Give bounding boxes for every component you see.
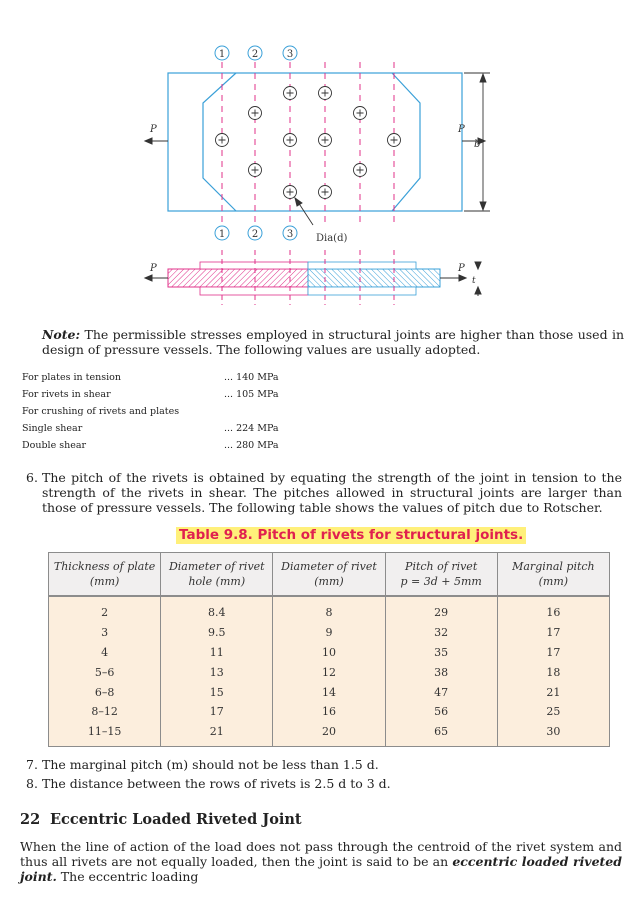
table-cell: 47 (385, 682, 497, 702)
table-cell: 25 (497, 702, 609, 722)
table-row (49, 722, 610, 746)
table-cell: 5–6 (49, 662, 161, 682)
header-line: Diameter of rivet (281, 560, 377, 573)
table-row (49, 596, 610, 623)
riveted-joint-figure (140, 40, 500, 320)
header-line: Diameter of rivet (168, 560, 265, 573)
table-cell: 9 (273, 623, 385, 643)
rivet-crosses (219, 90, 398, 196)
column-header (161, 553, 273, 597)
row-label-2-top: 2 (251, 49, 259, 60)
stress-label: For plates in tension (22, 372, 121, 383)
section-title: Eccentric Loaded Riveted Joint (50, 811, 302, 828)
table-cell: 10 (273, 643, 385, 663)
table-cell: 17 (497, 643, 609, 663)
list-number: 6. (26, 470, 38, 485)
header-line: Pitch of rivet (405, 560, 478, 573)
table-cell: 11–15 (49, 722, 161, 746)
table-cell: 12 (273, 662, 385, 682)
table-cell: 15 (161, 682, 273, 702)
table-cell: 30 (497, 722, 609, 746)
section-load-label-left: P (150, 263, 157, 274)
stress-label: Single shear (22, 423, 83, 434)
table-cell: 8–12 (49, 702, 161, 722)
table-cell: 8 (273, 596, 385, 623)
column-header (49, 553, 161, 597)
row-label-1-top: 1 (218, 49, 226, 60)
table-cell: 16 (273, 702, 385, 722)
plate-outline (168, 73, 462, 211)
row-label-3-top: 3 (286, 49, 294, 60)
rivet-pitch-table (48, 552, 610, 747)
column-header (273, 553, 385, 597)
table-cell: 9.5 (161, 623, 273, 643)
header-line: p = 3d + 5mm (400, 575, 482, 588)
table-cell: 29 (385, 596, 497, 623)
table-row (49, 662, 610, 682)
note-text: The permissible stresses employed in structural joints are higher than those used in design of pressure vessels. The following values are usually adopted. (42, 327, 624, 357)
table-cell: 11 (161, 643, 273, 663)
load-label-right: P (458, 124, 465, 135)
para-emphasis: eccentric loaded riveted joint. (20, 854, 622, 884)
thickness-label: t (472, 276, 476, 286)
table-cell: 17 (161, 702, 273, 722)
header-line: (mm) (538, 575, 569, 588)
list-number: 7. (26, 757, 38, 772)
load-label-left: P (150, 124, 157, 135)
table-cell: 3 (49, 623, 161, 643)
header-line: hole (mm) (188, 575, 246, 588)
row-label-2-bottom: 2 (251, 229, 259, 240)
header-line: (mm) (314, 575, 344, 588)
table-cell: 35 (385, 643, 497, 663)
table-cell: 14 (273, 682, 385, 702)
table-cell: 65 (385, 722, 497, 746)
section-number: 22 (20, 811, 41, 828)
table-cell: 13 (161, 662, 273, 682)
table-cell: 18 (497, 662, 609, 682)
table-cell: 8.4 (161, 596, 273, 623)
width-label: b (474, 139, 481, 150)
table-cell: 6–8 (49, 682, 161, 702)
table-cell: 17 (497, 623, 609, 643)
header-line: (mm) (89, 575, 120, 588)
rivet-row-lines (222, 62, 394, 222)
list-text: The distance between the rows of rivets is 2.5 d to 3 d. (42, 776, 391, 791)
table-cell: 21 (497, 682, 609, 702)
table-cell: 4 (49, 643, 161, 663)
header-line: Thickness of plate (53, 560, 156, 573)
row-label-3-bottom: 3 (286, 229, 294, 240)
column-header (385, 553, 497, 597)
table-row (49, 682, 610, 702)
table-cell: 56 (385, 702, 497, 722)
list-text: The pitch of the rivets is obtained by equating the strength of the joint in tension to the strength of the rivets in shear. The pitches allowed in structural joints are larger than those of pressure vessels. The following table shows the values of pitch due to Rotscher. (42, 470, 622, 515)
section-load-label-right: P (458, 263, 465, 274)
stress-value: ... 224 MPa (224, 423, 279, 434)
table-cell: 38 (385, 662, 497, 682)
section-view (145, 250, 481, 305)
load-arrows (145, 138, 485, 144)
column-header (497, 553, 609, 597)
stress-label: For crushing of rivets and plates (22, 406, 180, 417)
table-header-row (49, 553, 610, 597)
table-cell: 2 (49, 596, 161, 623)
table-row (49, 702, 610, 722)
dia-label: Dia(d) (316, 233, 348, 244)
stress-value: ... 280 MPa (224, 440, 279, 451)
table-caption: Table 9.8. Pitch of rivets for structural joints. (176, 527, 526, 544)
stress-value: ... 140 MPa (224, 372, 279, 383)
row-label-1-bottom: 1 (218, 229, 226, 240)
note-label: Note: (42, 327, 81, 342)
list-number: 8. (26, 776, 38, 791)
stress-label: For rivets in shear (22, 389, 111, 400)
table-row (49, 623, 610, 643)
header-line: Marginal pitch (512, 560, 595, 573)
table-cell: 16 (497, 596, 609, 623)
para-text: When the line of action of the load does not pass through the centroid of the rivet system and thus all rivets are not equally loaded, then the joint is said to be an (20, 839, 622, 869)
para-text-end: The eccentric loading (56, 869, 199, 884)
note-paragraph (42, 327, 624, 357)
table-cell: 20 (273, 722, 385, 746)
body-paragraph (20, 839, 622, 884)
list-text: The marginal pitch (m) should not be less than 1.5 d. (42, 757, 379, 772)
table-row (49, 643, 610, 663)
table-cell: 21 (161, 722, 273, 746)
stress-label: Double shear (22, 440, 87, 451)
stress-value: ... 105 MPa (224, 389, 279, 400)
table-cell: 32 (385, 623, 497, 643)
rivets (216, 87, 401, 199)
